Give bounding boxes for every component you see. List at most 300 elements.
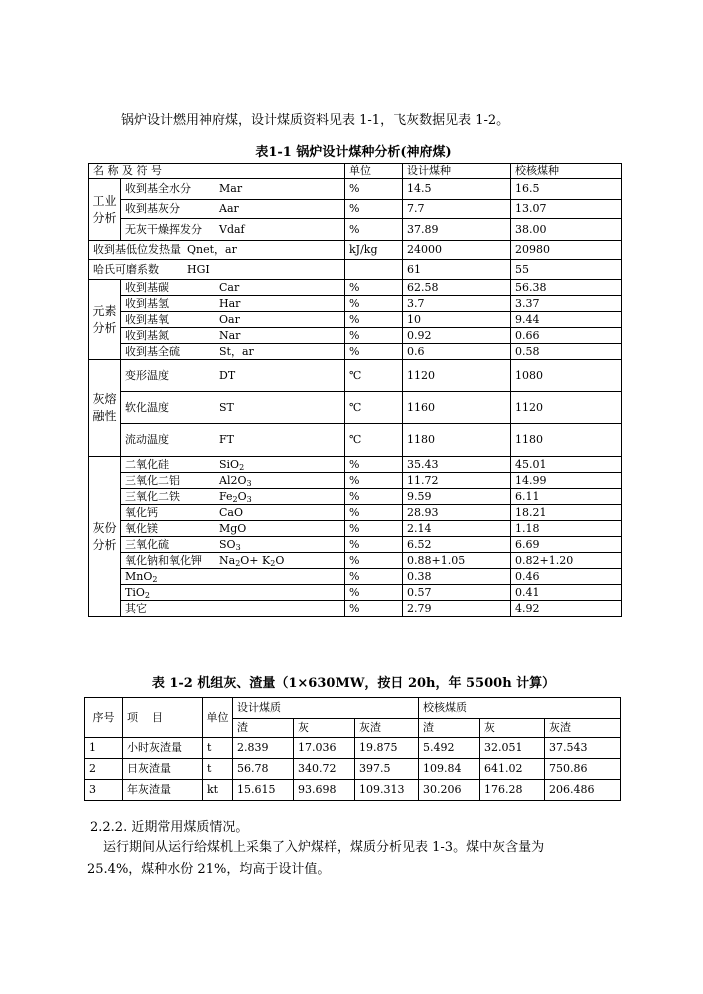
paragraph-line-2: 25.4%，煤种水份 21%，均高于设计值。: [87, 862, 331, 877]
value-design: 24000: [407, 243, 442, 256]
value-check: 9.44: [515, 312, 540, 326]
coal-analysis-table: [88, 163, 622, 617]
value-check: 0.41: [515, 585, 540, 599]
header-label: 校核煤种: [515, 164, 559, 177]
value-check: 6.11: [515, 489, 540, 503]
t2-cell: t: [203, 738, 233, 759]
cell-check: [511, 585, 622, 601]
t2-cell: 19.875: [355, 738, 419, 759]
value-check: 0.82+1.20: [515, 553, 574, 567]
group-label: [89, 280, 121, 360]
item-symbol: CaO: [219, 505, 243, 519]
value-design: 10: [407, 312, 421, 326]
cell-unit: [345, 537, 403, 553]
value-check: 6.69: [515, 537, 540, 551]
cell-design: [403, 179, 511, 200]
row-name: [89, 241, 345, 260]
cell-unit: [345, 424, 403, 457]
value-unit: %: [349, 280, 360, 294]
value-check: 4.92: [515, 601, 540, 615]
row-name: [89, 260, 345, 280]
row-name: [121, 179, 345, 200]
table-row: [89, 521, 622, 537]
cell-unit: [345, 360, 403, 392]
t2-cell: 37.543: [545, 738, 621, 759]
cell-design: [403, 473, 511, 489]
t2-header-no: 序号: [85, 698, 123, 738]
table-row: [85, 738, 621, 759]
table-row: [89, 489, 622, 505]
item-symbol: St，ar: [219, 344, 254, 358]
t2-cell: 93.698: [294, 780, 355, 801]
cell-check: [511, 473, 622, 489]
cell-design: [403, 601, 511, 617]
value-unit: %: [349, 344, 360, 358]
value-check: 20980: [515, 243, 550, 256]
cell-unit: [345, 328, 403, 344]
header-col: [345, 164, 403, 179]
row-name: [121, 328, 345, 344]
item-symbol: FT: [219, 433, 234, 446]
value-design: 1160: [407, 400, 435, 414]
value-unit: ℃: [349, 400, 362, 414]
cell-unit: [345, 344, 403, 360]
t2-cell: 206.486: [545, 780, 621, 801]
value-design: 35.43: [407, 457, 439, 471]
value-unit: %: [349, 489, 360, 503]
table-row: [89, 260, 622, 280]
t2-cell: t: [203, 759, 233, 780]
item-subscript: 2: [235, 558, 241, 568]
header-col: [403, 164, 511, 179]
cell-check: [511, 312, 622, 328]
table-row: [89, 537, 622, 553]
t2-cell: 5.492: [419, 738, 480, 759]
item-name: 收到基全水分: [125, 182, 191, 195]
cell-unit: [345, 569, 403, 585]
item-symbol: Na: [219, 553, 236, 567]
value-check: 38.00: [515, 222, 547, 236]
value-check: 56.38: [515, 280, 547, 294]
group-text: 元素分析: [92, 303, 117, 335]
value-design: 2.14: [407, 521, 432, 535]
table-row: [85, 780, 621, 801]
value-check: 0.58: [515, 344, 540, 358]
item-name: 流动温度: [125, 433, 169, 446]
value-unit: %: [349, 312, 360, 326]
t2-cell: 340.72: [294, 759, 355, 780]
item-name: 哈氏可磨系数: [93, 262, 159, 276]
item-symbol: HGI: [187, 262, 210, 276]
value-check: 1080: [515, 368, 543, 382]
cell-unit: [345, 585, 403, 601]
table-row: [89, 360, 622, 392]
cell-check: [511, 360, 622, 392]
paragraph-line-1: 运行期间从运行给煤机上采集了入炉煤样，煤质分析见表 1-3。煤中灰含量为: [103, 840, 545, 855]
item-symbol: O: [237, 489, 247, 503]
group-text: 灰熔融性: [92, 392, 117, 423]
item-name: 二氧化硅: [125, 457, 169, 471]
item-symbol: DT: [219, 368, 236, 382]
row-name: [121, 200, 345, 219]
cell-design: [403, 360, 511, 392]
table2-caption: 表 1-2 机组灰、渣量（1×630MW，按日 20h，年 5500h 计算）: [151, 676, 556, 691]
t2-cell: 397.5: [355, 759, 419, 780]
item-name: 软化温度: [125, 400, 169, 414]
value-unit: %: [349, 222, 360, 236]
t2-sub-check-slag: 渣: [419, 719, 480, 738]
item-symbol: Qnet，ar: [187, 243, 237, 256]
item-subscript: 3: [246, 494, 252, 504]
cell-check: [511, 537, 622, 553]
row-name: [121, 360, 345, 392]
cell-unit: [345, 521, 403, 537]
table-row: [89, 179, 622, 200]
item-subscript: 3: [246, 478, 252, 488]
row-name: [121, 553, 345, 569]
item-symbol: O: [275, 553, 285, 567]
cell-design: [403, 521, 511, 537]
table-row: [89, 505, 622, 521]
cell-check: [511, 521, 622, 537]
cell-design: [403, 344, 511, 360]
item-name: 收到基灰分: [125, 202, 180, 215]
t2-sub-check-total: 灰渣: [545, 719, 621, 738]
value-check: 16.5: [515, 182, 540, 195]
item-symbol: Har: [219, 296, 241, 310]
t2-cell: 年灰渣量: [123, 780, 203, 801]
value-design: 6.52: [407, 537, 432, 551]
value-design: 0.88+1.05: [407, 553, 466, 567]
item-name: 收到基氮: [125, 328, 169, 342]
group-text: 工业分析: [92, 193, 117, 225]
section-title: 2.2.2. 近期常用煤质情况。: [90, 820, 249, 835]
item-subscript: 2: [270, 558, 276, 568]
item-symbol: Oar: [219, 312, 240, 326]
value-design: 62.58: [407, 280, 439, 294]
cell-unit: [345, 312, 403, 328]
cell-design: [403, 280, 511, 296]
cell-unit: [345, 392, 403, 424]
row-name: [121, 601, 345, 617]
header-label: 名 称 及 符 号: [93, 164, 162, 177]
t2-cell: 109.84: [419, 759, 480, 780]
table-row: [89, 312, 622, 328]
value-check: 1.18: [515, 521, 540, 535]
table-row: [89, 473, 622, 489]
cell-unit: [345, 601, 403, 617]
cell-design: [403, 296, 511, 312]
cell-check: [511, 260, 622, 280]
cell-check: [511, 601, 622, 617]
item-symbol: Mar: [219, 182, 243, 195]
cell-check: [511, 179, 622, 200]
item-name: 三氧化硫: [125, 537, 169, 551]
row-name: [121, 457, 345, 473]
value-check: 14.99: [515, 473, 547, 487]
value-unit: %: [349, 521, 360, 535]
item-name: 收到基氧: [125, 312, 169, 326]
cell-design: [403, 505, 511, 521]
item-name: 氧化钙: [125, 505, 158, 519]
value-unit: %: [349, 537, 360, 551]
cell-unit: [345, 260, 403, 280]
cell-design: [403, 219, 511, 241]
table-row: [89, 424, 622, 457]
value-unit: %: [349, 182, 360, 195]
cell-unit: [345, 457, 403, 473]
cell-design: [403, 200, 511, 219]
table-row: [89, 553, 622, 569]
cell-design: [403, 489, 511, 505]
t2-cell: 小时灰渣量: [123, 738, 203, 759]
header-col: [511, 164, 622, 179]
value-check: 1120: [515, 400, 543, 414]
t2-cell: 32.051: [480, 738, 545, 759]
table-row: [85, 759, 621, 780]
cell-check: [511, 328, 622, 344]
item-name: 氧化镁: [125, 521, 158, 535]
item-name: 收到基碳: [125, 280, 169, 294]
value-design: 0.6: [407, 344, 425, 358]
row-name: [121, 585, 345, 601]
t2-sub-design-total: 灰渣: [355, 719, 419, 738]
item-symbol: Nar: [219, 328, 241, 342]
cell-design: [403, 569, 511, 585]
cell-unit: [345, 296, 403, 312]
table1-caption: 表1-1 锅炉设计煤种分析(神府煤): [255, 145, 452, 160]
t2-cell: 15.615: [233, 780, 294, 801]
value-unit: %: [349, 328, 360, 342]
item-name: 三氧化二铁: [125, 489, 180, 503]
value-design: 1180: [407, 433, 435, 446]
item-name: 变形温度: [125, 368, 169, 382]
intro-paragraph: 锅炉设计燃用神府煤，设计煤质资料见表 1-1，飞灰数据见表 1-2。: [121, 113, 510, 128]
t2-cell: 2.839: [233, 738, 294, 759]
t2-sub-design-ash: 灰: [294, 719, 355, 738]
row-name: [121, 424, 345, 457]
cell-check: [511, 424, 622, 457]
t2-header-item: 项 目: [123, 698, 203, 738]
item-symbol: Al2O: [219, 473, 247, 487]
table-row: [89, 392, 622, 424]
item-symbol: SiO: [219, 457, 240, 471]
t2-header-design: 设计煤质: [233, 698, 419, 719]
table-row: [89, 569, 622, 585]
t2-cell: 1: [85, 738, 123, 759]
cell-unit: [345, 280, 403, 296]
t2-cell: 56.78: [233, 759, 294, 780]
item-symbol: ST: [219, 400, 234, 414]
value-check: 45.01: [515, 457, 547, 471]
t2-header-check: 校核煤质: [419, 698, 621, 719]
row-name: [121, 219, 345, 241]
ash-slag-table: [84, 697, 621, 801]
value-check: 55: [515, 262, 529, 276]
value-unit: %: [349, 569, 360, 583]
table-header-row: [89, 164, 622, 179]
item-subscript: 2: [144, 590, 150, 600]
header-label: 单位: [349, 164, 371, 177]
value-design: 1120: [407, 368, 435, 382]
cell-unit: [345, 473, 403, 489]
item-name: 氧化钠和氧化钾: [125, 553, 202, 567]
cell-design: [403, 585, 511, 601]
t2-cell: 176.28: [480, 780, 545, 801]
row-name: [121, 344, 345, 360]
row-name: [121, 473, 345, 489]
value-unit: %: [349, 473, 360, 487]
cell-check: [511, 489, 622, 505]
cell-design: [403, 312, 511, 328]
value-design: 61: [407, 262, 421, 276]
item-subscript: 2: [239, 462, 245, 472]
value-check: 0.66: [515, 328, 540, 342]
item-name: 收到基低位发热量: [93, 243, 181, 256]
cell-design: [403, 424, 511, 457]
item-symbol: O+ K: [240, 553, 271, 567]
t2-cell: 30.206: [419, 780, 480, 801]
cell-check: [511, 296, 622, 312]
cell-check: [511, 505, 622, 521]
group-label: [89, 179, 121, 241]
row-name: [121, 280, 345, 296]
value-design: 2.79: [407, 601, 432, 615]
group-label: [89, 457, 121, 617]
value-unit: %: [349, 585, 360, 599]
item-symbol: SO: [219, 537, 236, 551]
item-symbol: MgO: [219, 521, 247, 535]
value-unit: %: [349, 202, 360, 215]
item-name: 收到基氢: [125, 296, 169, 310]
cell-design: [403, 553, 511, 569]
cell-design: [403, 328, 511, 344]
item-name: 收到基全硫: [125, 344, 180, 358]
value-design: 28.93: [407, 505, 439, 519]
value-unit: %: [349, 601, 360, 615]
item-subscript: 3: [235, 542, 241, 552]
table-row: [89, 241, 622, 260]
value-unit: ℃: [349, 368, 362, 382]
row-name: [121, 489, 345, 505]
cell-design: [403, 241, 511, 260]
row-name: [121, 296, 345, 312]
t2-cell: 17.036: [294, 738, 355, 759]
row-name: [121, 521, 345, 537]
cell-unit: [345, 553, 403, 569]
value-unit: %: [349, 457, 360, 471]
row-name: [121, 505, 345, 521]
value-design: 0.92: [407, 328, 432, 342]
cell-design: [403, 537, 511, 553]
value-check: 0.46: [515, 569, 540, 583]
value-unit: kJ/kg: [349, 243, 378, 256]
cell-unit: [345, 489, 403, 505]
table-row: [89, 585, 622, 601]
value-unit: %: [349, 505, 360, 519]
value-unit: %: [349, 553, 360, 567]
t2-sub-design-slag: 渣: [233, 719, 294, 738]
value-unit: %: [349, 296, 360, 310]
t2-cell: 109.313: [355, 780, 419, 801]
item-name: 三氧化二铝: [125, 473, 180, 487]
item-subscript: 2: [232, 494, 238, 504]
value-check: 13.07: [515, 202, 547, 215]
value-design: 11.72: [407, 473, 439, 487]
row-name: [121, 392, 345, 424]
cell-unit: [345, 200, 403, 219]
table-row: [89, 328, 622, 344]
table-row: [89, 219, 622, 241]
table-row: [89, 200, 622, 219]
cell-unit: [345, 219, 403, 241]
table-row: [89, 280, 622, 296]
cell-design: [403, 457, 511, 473]
row-name: [121, 537, 345, 553]
group-text: 灰份分析: [92, 520, 117, 552]
cell-unit: [345, 505, 403, 521]
value-check: 3.37: [515, 296, 540, 310]
item-name: 无灰干燥挥发分: [125, 222, 202, 236]
table-row: [89, 601, 622, 617]
cell-check: [511, 553, 622, 569]
t2-cell: 2: [85, 759, 123, 780]
cell-design: [403, 260, 511, 280]
item-symbol: Fe: [219, 489, 233, 503]
header-name: [89, 164, 345, 179]
t2-cell: kt: [203, 780, 233, 801]
item-name: MnO: [125, 569, 153, 583]
cell-check: [511, 200, 622, 219]
t2-sub-check-ash: 灰: [480, 719, 545, 738]
value-design: 3.7: [407, 296, 425, 310]
item-subscript: 2: [152, 574, 158, 584]
table-row: [89, 296, 622, 312]
t2-cell: 日灰渣量: [123, 759, 203, 780]
value-design: 7.7: [407, 202, 425, 215]
cell-check: [511, 241, 622, 260]
item-name: 其它: [125, 601, 147, 615]
value-design: 9.59: [407, 489, 432, 503]
table-row: [89, 457, 622, 473]
value-check: 18.21: [515, 505, 547, 519]
group-label: [89, 360, 121, 457]
header-label: 设计煤种: [407, 164, 451, 177]
t2-cell: 3: [85, 780, 123, 801]
cell-unit: [345, 241, 403, 260]
cell-design: [403, 392, 511, 424]
item-symbol: Car: [219, 280, 240, 294]
item-name: TiO: [125, 585, 145, 599]
cell-check: [511, 457, 622, 473]
cell-unit: [345, 179, 403, 200]
cell-check: [511, 219, 622, 241]
value-check: 1180: [515, 433, 543, 446]
cell-check: [511, 569, 622, 585]
value-design: 14.5: [407, 182, 432, 195]
item-symbol: Vdaf: [219, 222, 245, 236]
value-design: 0.38: [407, 569, 432, 583]
row-name: [121, 569, 345, 585]
value-design: 0.57: [407, 585, 432, 599]
t2-header-unit: 单位: [203, 698, 233, 738]
t2-cell: 641.02: [480, 759, 545, 780]
cell-check: [511, 344, 622, 360]
cell-check: [511, 280, 622, 296]
row-name: [121, 312, 345, 328]
value-design: 37.89: [407, 222, 439, 236]
cell-check: [511, 392, 622, 424]
